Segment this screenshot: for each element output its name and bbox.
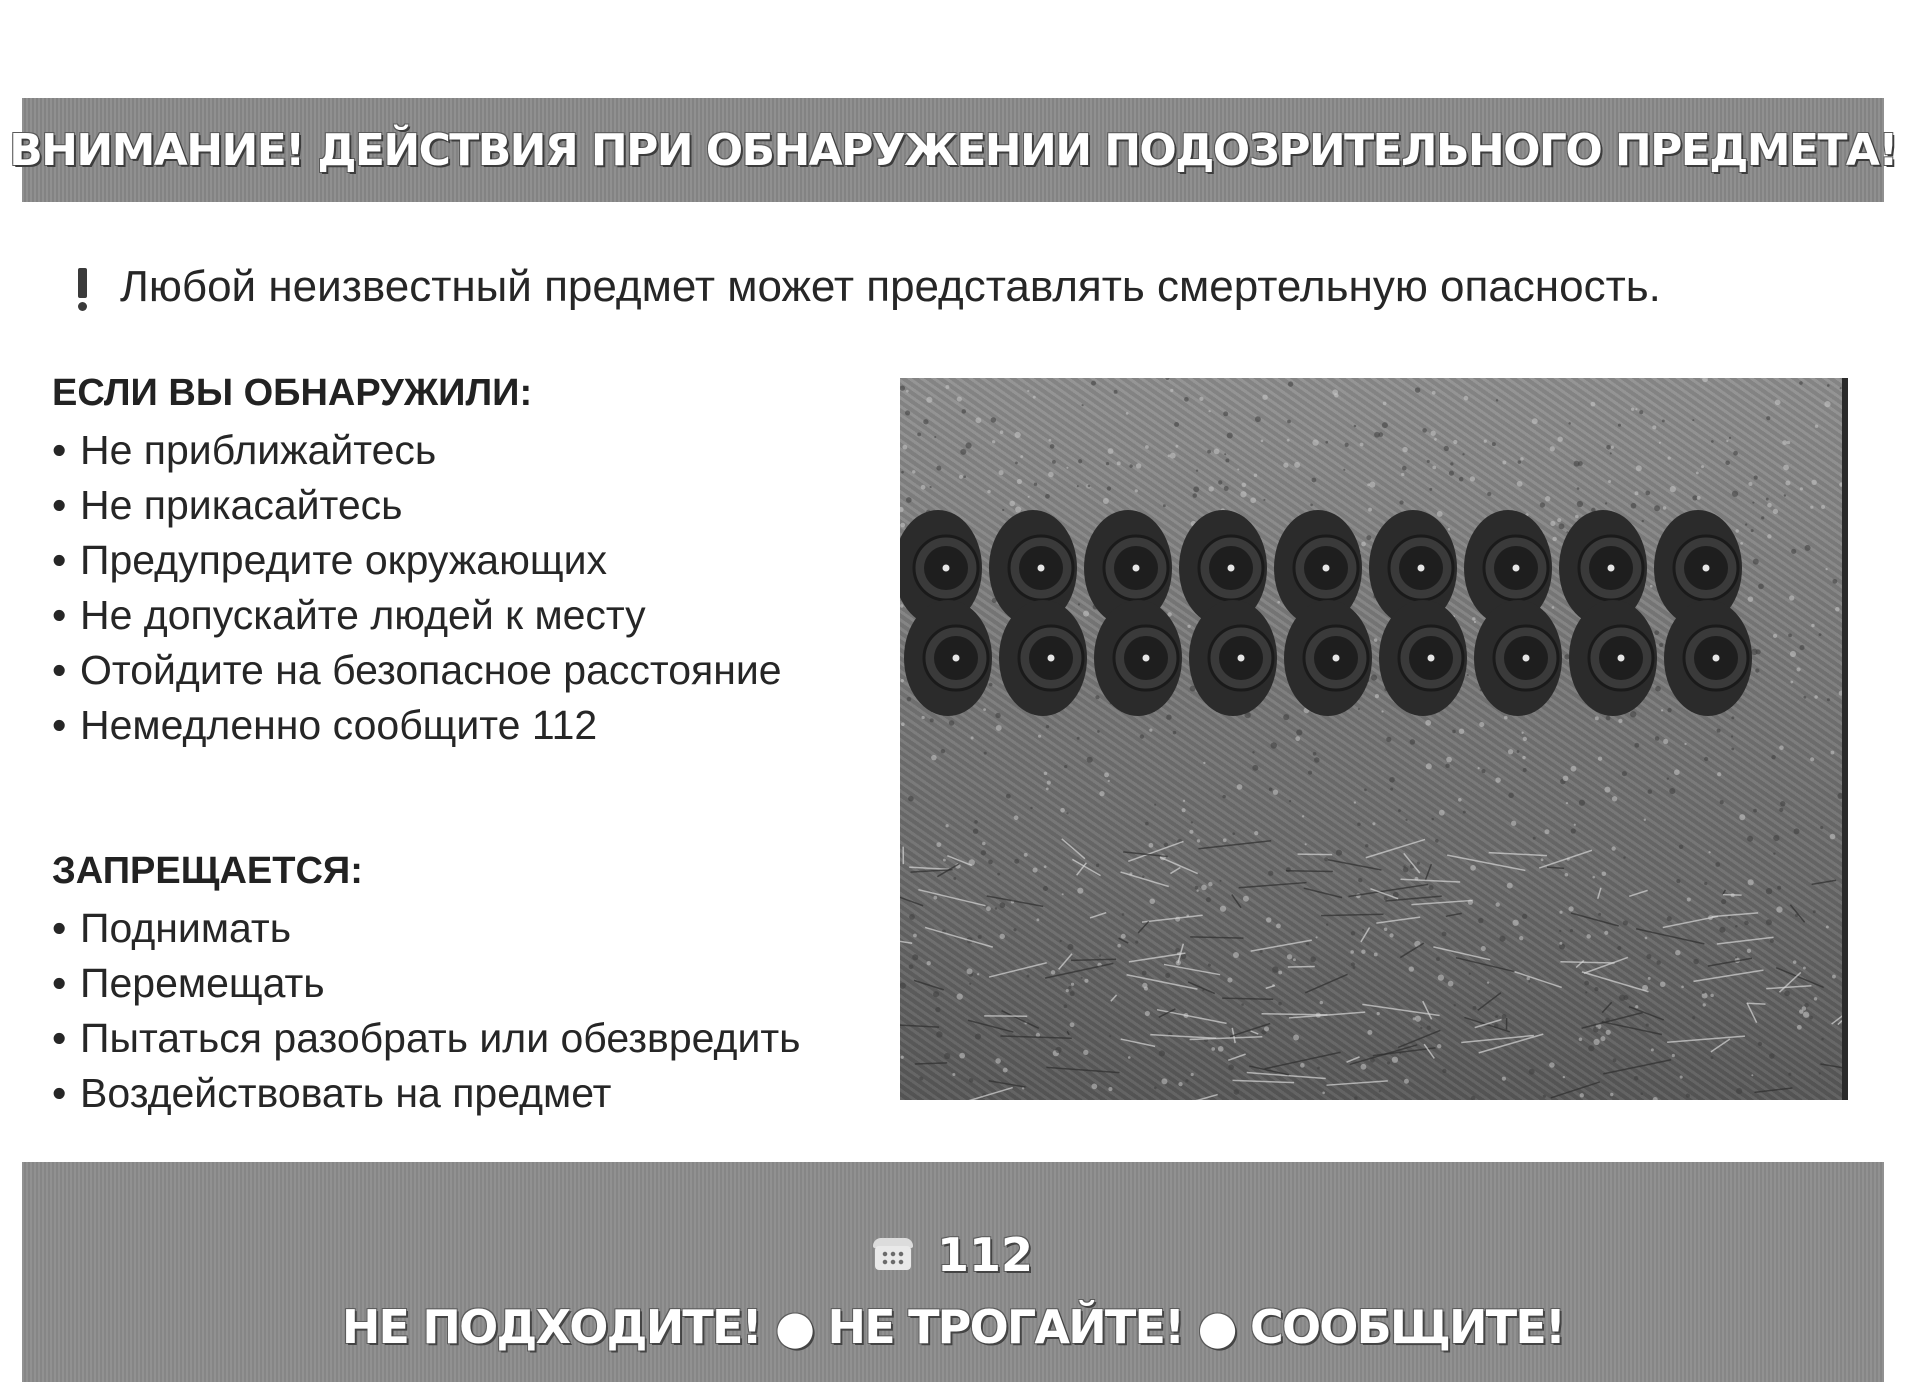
header-title: ВНИМАНИЕ! ДЕЙСТВИЯ ПРИ ОБНАРУЖЕНИИ ПОДОЗРИТЕЛЬНОГО ПРЕДМЕТА! (9, 124, 1897, 176)
warning-text: Любой неизвестный предмет может представлять смертельную опасность. (120, 262, 1661, 311)
ammunition-round (999, 600, 1087, 716)
emergency-number: 112 (936, 1228, 1034, 1282)
list-item: • Не допускайте людей к месту (52, 588, 782, 643)
ammunition-round (904, 600, 992, 716)
forbidden-heading: ЗАПРЕЩАЕТСЯ: (52, 850, 363, 892)
list-item: • Воздействовать на предмет (52, 1066, 800, 1121)
bullet: • (52, 647, 67, 693)
if-found-list (52, 423, 782, 753)
list-item: • Не приближайтесь (52, 423, 782, 478)
ammunition-round (1664, 600, 1752, 716)
if-found-heading: ЕСЛИ ВЫ ОБНАРУЖИЛИ: (52, 372, 533, 414)
list-item: • Пытаться разобрать или обезвредить (52, 1011, 800, 1066)
ammunition-photo (900, 378, 1848, 1100)
list-item: • Не прикасайтесь (52, 478, 782, 533)
exclamation-icon (68, 262, 98, 312)
list-item: • Предупредите окружающих (52, 533, 782, 588)
footer-banner (22, 1162, 1884, 1382)
if-found-section (52, 372, 782, 753)
list-item: • Отойдите на безопасное расстояние (52, 643, 782, 698)
ammunition-illustration (900, 378, 1842, 1100)
ammunition-round (1284, 600, 1372, 716)
list-item: • Немедленно сообщите 112 (52, 698, 782, 753)
ammunition-round (1569, 600, 1657, 716)
bullet: • (52, 537, 67, 583)
ammunition-round (1189, 600, 1277, 716)
warning-line (68, 262, 1661, 312)
list-item: • Перемещать (52, 956, 800, 1011)
ammunition-round (1094, 600, 1182, 716)
ammunition-round (1379, 600, 1467, 716)
header-banner (9, 98, 1897, 202)
bullet: • (52, 1015, 67, 1061)
ammunition-round (1474, 600, 1562, 716)
list-item: • Поднимать (52, 901, 800, 956)
bullet: • (52, 702, 67, 748)
bullet: • (52, 592, 67, 638)
bullet: • (52, 427, 67, 473)
forbidden-list (52, 901, 800, 1121)
bullet: • (52, 960, 67, 1006)
telephone-icon (873, 1238, 913, 1272)
footer-slogan: НЕ ПОДХОДИТЕ! ● НЕ ТРОГАЙТЕ! ● СООБЩИТЕ! (341, 1300, 1565, 1354)
bullet: • (52, 905, 67, 951)
phone-row (22, 1228, 1884, 1282)
bullet: • (52, 482, 67, 528)
forbidden-section (52, 850, 800, 1121)
bullet: • (52, 1070, 67, 1116)
